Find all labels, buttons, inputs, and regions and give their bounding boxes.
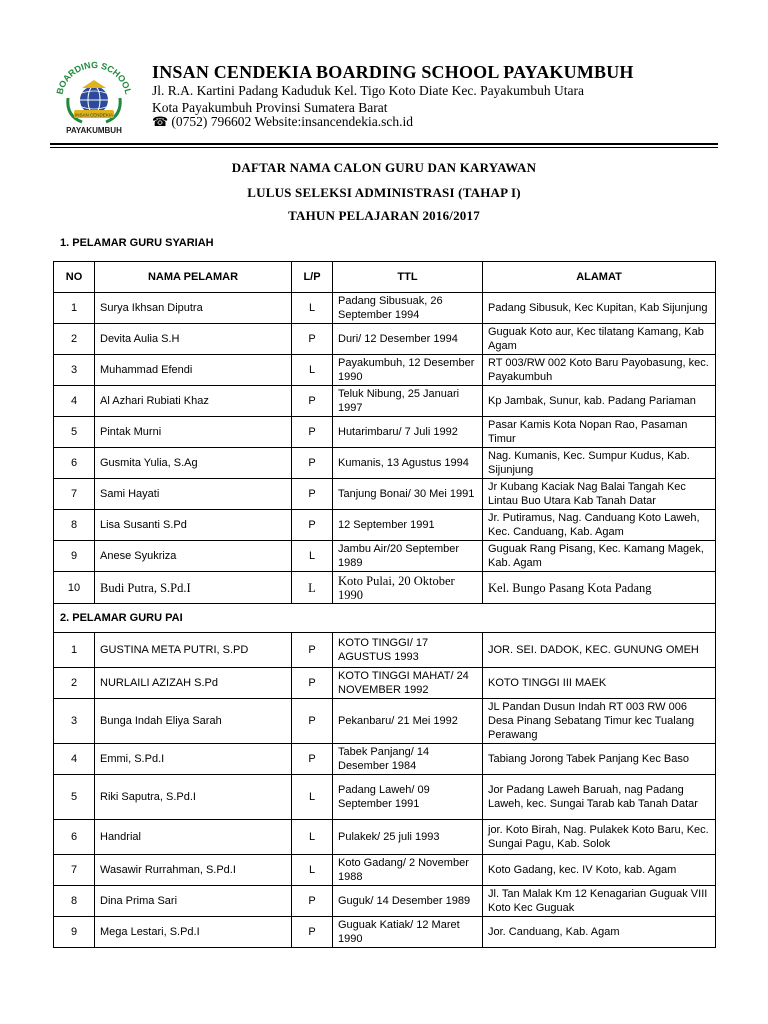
- table-row: [54, 572, 716, 604]
- cell-no: 5: [54, 417, 95, 448]
- address-line-1: Jl. R.A. Kartini Padang Kaduduk Kel. Tigo Koto Diate Kec. Payakumbuh Utara: [152, 83, 584, 98]
- cell-lp: L: [292, 541, 333, 572]
- cell-no: 7: [54, 479, 95, 510]
- cell-lp: P: [292, 479, 333, 510]
- cell-ttl: Padang Laweh/ 09 September 1991: [333, 775, 483, 820]
- cell-alamat: Kel. Bungo Pasang Kota Padang: [483, 572, 716, 604]
- cell-alamat: KOTO TINGGI III MAEK: [483, 668, 716, 699]
- cell-alamat: Pasar Kamis Kota Nopan Rao, Pasaman Timur: [483, 417, 716, 448]
- header-lp: L/P: [292, 262, 333, 293]
- cell-lp: P: [292, 324, 333, 355]
- cell-no: 2: [54, 668, 95, 699]
- section-row: [54, 604, 716, 633]
- cell-nama: Bunga Indah Eliya Sarah: [95, 699, 292, 744]
- cell-lp: L: [292, 355, 333, 386]
- cell-lp: P: [292, 386, 333, 417]
- cell-nama: Riki Saputra, S.Pd.I: [95, 775, 292, 820]
- cell-no: 7: [54, 855, 95, 886]
- header-nama: NAMA PELAMAR: [95, 262, 292, 293]
- table-header-row: [54, 262, 716, 293]
- cell-no: 6: [54, 448, 95, 479]
- cell-alamat: RT 003/RW 002 Koto Baru Payobasung, kec. Payakumbuh: [483, 355, 716, 386]
- cell-alamat: Padang Sibusuk, Kec Kupitan, Kab Sijunjung: [483, 293, 716, 324]
- cell-nama: Gusmita Yulia, S.Ag: [95, 448, 292, 479]
- cell-no: 8: [54, 510, 95, 541]
- section-2-title: 2. PELAMAR GURU PAI: [54, 604, 716, 633]
- cell-alamat: Kp Jambak, Sunur, kab. Padang Pariaman: [483, 386, 716, 417]
- table-row: [54, 744, 716, 775]
- cell-ttl: KOTO TINGGI MAHAT/ 24 NOVEMBER 1992: [333, 668, 483, 699]
- table-row: [54, 355, 716, 386]
- header-no: NO: [54, 262, 95, 293]
- cell-ttl: Pekanbaru/ 21 Mei 1992: [333, 699, 483, 744]
- logo-arc-text: BOARDING SCHOOL: [54, 59, 134, 96]
- table-row: [54, 479, 716, 510]
- cell-ttl: Tabek Panjang/ 14 Desember 1984: [333, 744, 483, 775]
- header-alamat: ALAMAT: [483, 262, 716, 293]
- cell-alamat: Jor Padang Laweh Baruah, nag Padang Laweh, kec. Sungai Tarab kab Tanah Datar: [483, 775, 716, 820]
- cell-lp: P: [292, 510, 333, 541]
- cell-alamat: Jor. Canduang, Kab. Agam: [483, 917, 716, 948]
- cell-nama: Pintak Murni: [95, 417, 292, 448]
- cell-ttl: Tanjung Bonai/ 30 Mei 1991: [333, 479, 483, 510]
- table-row: [54, 668, 716, 699]
- contact-text: (0752) 796602 Website:insancendekia.sch.id: [171, 114, 413, 129]
- cell-ttl: Guguk/ 14 Desember 1989: [333, 886, 483, 917]
- cell-nama: Lisa Susanti S.Pd: [95, 510, 292, 541]
- cell-no: 9: [54, 541, 95, 572]
- logo-bottom-text: PAYAKUMBUH: [66, 126, 122, 135]
- telephone-icon: ☎: [152, 114, 169, 129]
- cell-ttl: Payakumbuh, 12 Desember 1990: [333, 355, 483, 386]
- cell-nama: Al Azhari Rubiati Khaz: [95, 386, 292, 417]
- cell-no: 4: [54, 744, 95, 775]
- cell-lp: L: [292, 775, 333, 820]
- cell-ttl: Koto Pulai, 20 Oktober 1990: [333, 572, 483, 604]
- cell-nama: Handrial: [95, 820, 292, 855]
- cell-nama: Surya Ikhsan Diputra: [95, 293, 292, 324]
- cell-no: 9: [54, 917, 95, 948]
- cell-ttl: Padang Sibusuak, 26 September 1994: [333, 293, 483, 324]
- cell-lp: P: [292, 917, 333, 948]
- cell-nama: Anese Syukriza: [95, 541, 292, 572]
- school-name: INSAN CENDEKIA BOARDING SCHOOL PAYAKUMBUH: [152, 62, 634, 82]
- applicant-table: [53, 261, 716, 948]
- table-row: [54, 917, 716, 948]
- cell-ttl: Duri/ 12 Desember 1994: [333, 324, 483, 355]
- section-1-title: 1. PELAMAR GURU SYARIAH: [60, 237, 214, 249]
- table-row: [54, 886, 716, 917]
- cell-no: 1: [54, 293, 95, 324]
- cell-alamat: JOR. SEI. DADOK, KEC. GUNUNG OMEH: [483, 633, 716, 668]
- cell-alamat: Guguak Rang Pisang, Kec. Kamang Magek, Kab. Agam: [483, 541, 716, 572]
- letterhead-rule-thin: [50, 147, 718, 148]
- cell-lp: P: [292, 668, 333, 699]
- table-row: [54, 448, 716, 479]
- cell-no: 5: [54, 775, 95, 820]
- header-ttl: TTL: [333, 262, 483, 293]
- letterhead-rule-thick: [50, 143, 718, 145]
- cell-no: 4: [54, 386, 95, 417]
- cell-alamat: Jr. Putiramus, Nag. Canduang Koto Laweh, Kec. Canduang, Kab. Agam: [483, 510, 716, 541]
- cell-nama: Devita Aulia S.H: [95, 324, 292, 355]
- cell-lp: P: [292, 744, 333, 775]
- cell-lp: L: [292, 820, 333, 855]
- cell-lp: P: [292, 886, 333, 917]
- logo-ribbon-text: INSAN CENDEKIA: [74, 112, 114, 118]
- table-row: [54, 699, 716, 744]
- cell-lp: P: [292, 417, 333, 448]
- table-row: [54, 293, 716, 324]
- cell-alamat: Jr Kubang Kaciak Nag Balai Tangah Kec Lintau Buo Utara Kab Tanah Datar: [483, 479, 716, 510]
- cell-no: 8: [54, 886, 95, 917]
- cell-nama: NURLAILI AZIZAH S.Pd: [95, 668, 292, 699]
- cell-ttl: KOTO TINGGI/ 17 AGUSTUS 1993: [333, 633, 483, 668]
- cell-nama: Muhammad Efendi: [95, 355, 292, 386]
- cell-lp: L: [292, 572, 333, 604]
- cell-no: 6: [54, 820, 95, 855]
- table-row: [54, 510, 716, 541]
- table-row: [54, 417, 716, 448]
- cell-nama: Sami Hayati: [95, 479, 292, 510]
- address-line-2: Kota Payakumbuh Provinsi Sumatera Barat: [152, 100, 388, 115]
- cell-lp: P: [292, 633, 333, 668]
- cell-nama: Budi Putra, S.Pd.I: [95, 572, 292, 604]
- table-row: [54, 633, 716, 668]
- cell-lp: P: [292, 699, 333, 744]
- cell-no: 1: [54, 633, 95, 668]
- cell-nama: Mega Lestari, S.Pd.I: [95, 917, 292, 948]
- table-row: [54, 386, 716, 417]
- cell-lp: P: [292, 448, 333, 479]
- cell-ttl: Guguak Katiak/ 12 Maret 1990: [333, 917, 483, 948]
- cell-alamat: Nag. Kumanis, Kec. Sumpur Kudus, Kab. Sijunjung: [483, 448, 716, 479]
- table-row: [54, 324, 716, 355]
- school-logo: [52, 58, 136, 138]
- cell-no: 10: [54, 572, 95, 604]
- cell-nama: Dina Prima Sari: [95, 886, 292, 917]
- table-row: [54, 775, 716, 820]
- cell-lp: L: [292, 293, 333, 324]
- cell-no: 2: [54, 324, 95, 355]
- cell-no: 3: [54, 699, 95, 744]
- cell-alamat: Tabiang Jorong Tabek Panjang Kec Baso: [483, 744, 716, 775]
- cell-alamat: jor. Koto Birah, Nag. Pulakek Koto Baru, Kec. Sungai Pagu, Kab. Solok: [483, 820, 716, 855]
- cell-ttl: Teluk Nibung, 25 Januari 1997: [333, 386, 483, 417]
- cell-alamat: Jl. Tan Malak Km 12 Kenagarian Guguak VIII Koto Kec Guguak: [483, 886, 716, 917]
- table-row: [54, 820, 716, 855]
- cell-nama: Emmi, S.Pd.I: [95, 744, 292, 775]
- cell-ttl: Pulakek/ 25 juli 1993: [333, 820, 483, 855]
- contact-line: [152, 114, 413, 130]
- cell-nama: GUSTINA META PUTRI, S.PD: [95, 633, 292, 668]
- cell-ttl: Hutarimbaru/ 7 Juli 1992: [333, 417, 483, 448]
- cell-alamat: Koto Gadang, kec. IV Koto, kab. Agam: [483, 855, 716, 886]
- cell-alamat: JL Pandan Dusun Indah RT 003 RW 006 Desa Pinang Sebatang Timur kec Tualang Perawang: [483, 699, 716, 744]
- cell-alamat: Guguak Koto aur, Kec tilatang Kamang, Kab Agam: [483, 324, 716, 355]
- cell-no: 3: [54, 355, 95, 386]
- cell-ttl: Kumanis, 13 Agustus 1994: [333, 448, 483, 479]
- table-row: [54, 541, 716, 572]
- cell-ttl: Jambu Air/20 September 1989: [333, 541, 483, 572]
- cell-ttl: 12 September 1991: [333, 510, 483, 541]
- title-line-2: LULUS SELEKSI ADMINISTRASI (TAHAP I): [247, 185, 521, 200]
- title-line-3: TAHUN PELAJARAN 2016/2017: [288, 208, 480, 223]
- cell-ttl: Koto Gadang/ 2 November 1988: [333, 855, 483, 886]
- table-row: [54, 855, 716, 886]
- title-line-1: DAFTAR NAMA CALON GURU DAN KARYAWAN: [231, 160, 537, 175]
- cell-lp: L: [292, 855, 333, 886]
- cell-nama: Wasawir Rurrahman, S.Pd.I: [95, 855, 292, 886]
